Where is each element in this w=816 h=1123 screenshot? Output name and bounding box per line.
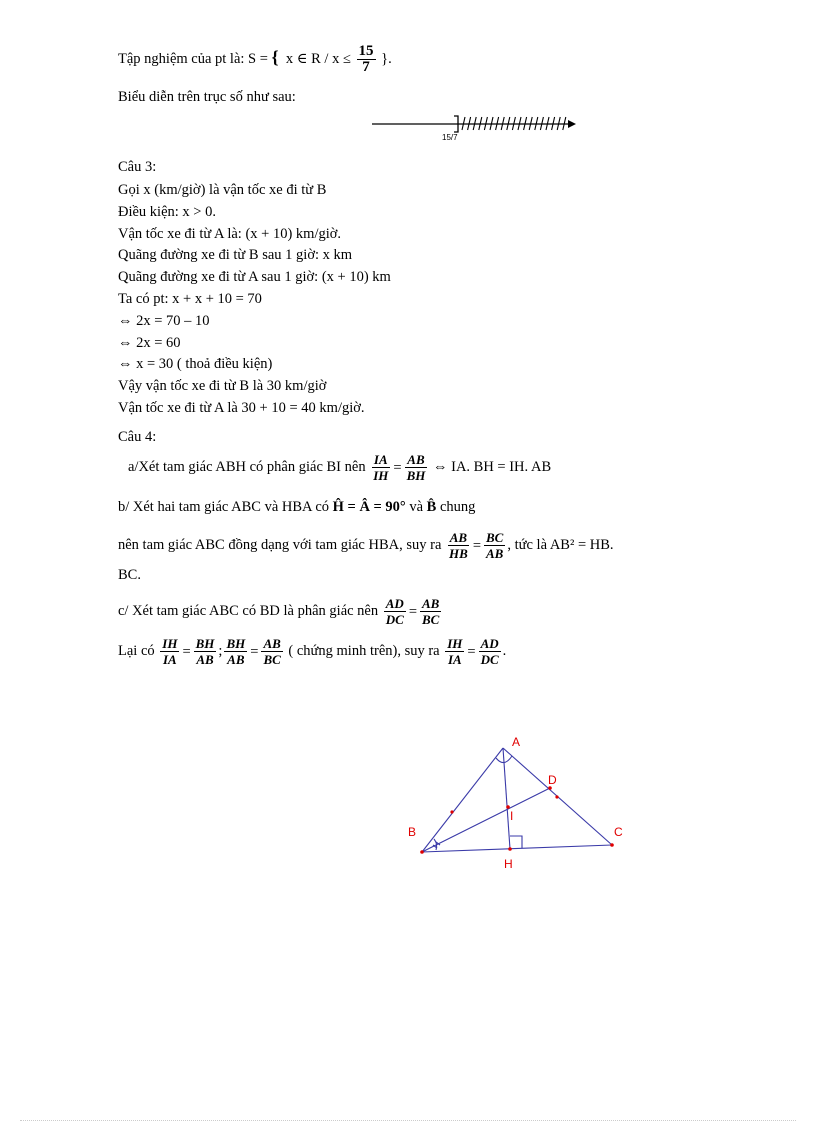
q4-part-b-line3: BC. bbox=[118, 567, 141, 583]
fraction-bh-ab-2 bbox=[224, 636, 247, 667]
fraction-ab-bc-2 bbox=[261, 636, 282, 667]
solution-prefix: Tập nghiệm của pt là: S = bbox=[118, 50, 268, 67]
q4c-mid: ( chứng minh trên), suy ra bbox=[288, 642, 440, 659]
common-word: chung bbox=[439, 499, 476, 515]
point-b bbox=[420, 850, 424, 854]
den: AB bbox=[196, 652, 214, 667]
q4b-text: b/ Xét hai tam giác ABC và HBA có bbox=[118, 499, 330, 515]
den: AB bbox=[486, 546, 504, 561]
number-line bbox=[368, 112, 583, 144]
fraction-num: 15 bbox=[358, 43, 374, 59]
label-d: D bbox=[548, 773, 557, 787]
den: DC bbox=[385, 612, 404, 627]
equals: = bbox=[467, 643, 476, 660]
q4a-result: ⇔ IA. BH = IH. AB bbox=[432, 458, 552, 475]
point-mark-ab bbox=[450, 810, 453, 813]
den: HB bbox=[449, 546, 468, 561]
label-i: I bbox=[510, 809, 514, 823]
q4-part-c-line2 bbox=[118, 636, 506, 667]
axis-arrow bbox=[568, 120, 576, 128]
point-mark-ac bbox=[555, 795, 558, 798]
and-word: và bbox=[409, 499, 424, 515]
bisector-bd bbox=[422, 788, 550, 852]
num: IH bbox=[447, 636, 463, 651]
equals: = bbox=[393, 459, 402, 476]
num: IA bbox=[373, 452, 388, 467]
fraction-ia-ih bbox=[371, 452, 390, 483]
den: IA bbox=[447, 652, 462, 667]
label-b: B bbox=[408, 825, 417, 839]
fraction-den: 7 bbox=[362, 59, 370, 75]
q3-line: Quãng đường xe đi từ A sau 1 giờ: (x + 10) km bbox=[118, 269, 391, 286]
page-footer-edge bbox=[20, 1120, 796, 1121]
fraction-ab-bh bbox=[405, 452, 428, 483]
fraction-bc-ab bbox=[484, 530, 505, 561]
set-body: x ∈ R / x ≤ bbox=[285, 50, 351, 67]
q4a-text: a/Xét tam giác ABH có phân giác BI nên bbox=[128, 458, 366, 475]
q3-line: Điều kiện: x > 0. bbox=[118, 203, 216, 220]
brace-close: }. bbox=[381, 50, 392, 67]
num: AB bbox=[263, 636, 281, 651]
num: BH bbox=[195, 636, 215, 651]
fraction-bh-ab bbox=[194, 636, 217, 667]
numberline-caption: Biểu diễn trên trục số như sau: bbox=[118, 89, 296, 105]
q3-line: Gọi x (km/giờ) là vận tốc xe đi từ B bbox=[118, 182, 327, 198]
num: IH bbox=[162, 636, 178, 651]
den: IA bbox=[162, 652, 177, 667]
altitude-ah bbox=[503, 748, 510, 849]
fraction-ih-ia bbox=[160, 636, 179, 667]
q3-line: ⇔ 2x = 70 – 10 bbox=[118, 312, 210, 329]
den: BC bbox=[422, 612, 440, 627]
q3-line: ⇔ x = 30 ( thoả điều kiện) bbox=[118, 356, 273, 373]
q4-part-b-line1 bbox=[118, 498, 475, 516]
equals: = bbox=[408, 603, 417, 620]
angle-equality: Ĥ = Â = 90° bbox=[332, 499, 406, 515]
num: AB bbox=[449, 530, 468, 545]
label-h: H bbox=[504, 857, 513, 871]
den: BC bbox=[263, 652, 281, 667]
q3-title: Câu 3: bbox=[118, 159, 157, 175]
fraction-ad-dc bbox=[384, 596, 406, 627]
fraction-ih-ia-2 bbox=[445, 636, 464, 667]
num: BC bbox=[486, 530, 504, 545]
angle-mark-b bbox=[434, 839, 437, 850]
label-a: A bbox=[512, 735, 521, 749]
equals: = bbox=[182, 643, 191, 660]
num: AD bbox=[480, 636, 499, 651]
lai-co: Lại có bbox=[118, 642, 155, 659]
q4b-result: , tức là AB² = HB. bbox=[507, 536, 614, 553]
q4-title: Câu 4: bbox=[118, 429, 157, 445]
q3-line: Vậy vận tốc xe đi từ B là 30 km/giờ bbox=[118, 378, 327, 395]
num: BH bbox=[226, 636, 246, 651]
q3-line: Vận tốc xe đi từ A là 30 + 10 = 40 km/giờ. bbox=[118, 400, 365, 416]
solution-set-line bbox=[118, 44, 392, 75]
num: AD bbox=[385, 596, 404, 611]
den: BH bbox=[406, 468, 426, 483]
brace-open: { bbox=[271, 46, 279, 67]
period: . bbox=[502, 642, 507, 659]
q3-line: Quãng đường xe đi từ B sau 1 giờ: x km bbox=[118, 247, 353, 264]
num: AB bbox=[407, 452, 425, 467]
angle-b: B̂ bbox=[426, 499, 437, 515]
point-h bbox=[508, 847, 512, 851]
den: AB bbox=[227, 652, 245, 667]
q3-line: ⇔ 2x = 60 bbox=[118, 334, 181, 351]
den: IH bbox=[373, 468, 389, 483]
fraction-ab-hb bbox=[447, 530, 470, 561]
point-c bbox=[610, 843, 614, 847]
q3-line: Ta có pt: x + x + 10 = 70 bbox=[118, 291, 262, 307]
equals: = bbox=[472, 537, 481, 554]
q4-part-c bbox=[118, 596, 443, 627]
q3-line: Vận tốc xe đi từ A là: (x + 10) km/giờ. bbox=[118, 225, 342, 242]
numberline-label: 15/7 bbox=[442, 133, 458, 142]
fraction-ad-dc-2 bbox=[479, 636, 501, 667]
q4-part-b-line2 bbox=[118, 530, 614, 561]
q4c-text: c/ Xét tam giác ABC có BD là phân giác nên bbox=[118, 602, 379, 619]
num: AB bbox=[422, 596, 440, 611]
triangle-figure bbox=[400, 730, 640, 880]
q4-part-a bbox=[128, 452, 551, 483]
den: DC bbox=[480, 652, 499, 667]
semicolon: ; bbox=[218, 642, 223, 659]
fraction-ab-bc bbox=[420, 596, 441, 627]
segment-ba bbox=[422, 748, 503, 852]
q4b-similar: nên tam giác ABC đồng dạng với tam giác HBA, suy ra bbox=[118, 536, 442, 553]
right-angle-mark bbox=[510, 836, 522, 848]
label-c: C bbox=[614, 825, 623, 839]
fraction-15-7 bbox=[357, 44, 376, 75]
equals: = bbox=[250, 643, 259, 660]
segment-bc bbox=[422, 845, 612, 852]
